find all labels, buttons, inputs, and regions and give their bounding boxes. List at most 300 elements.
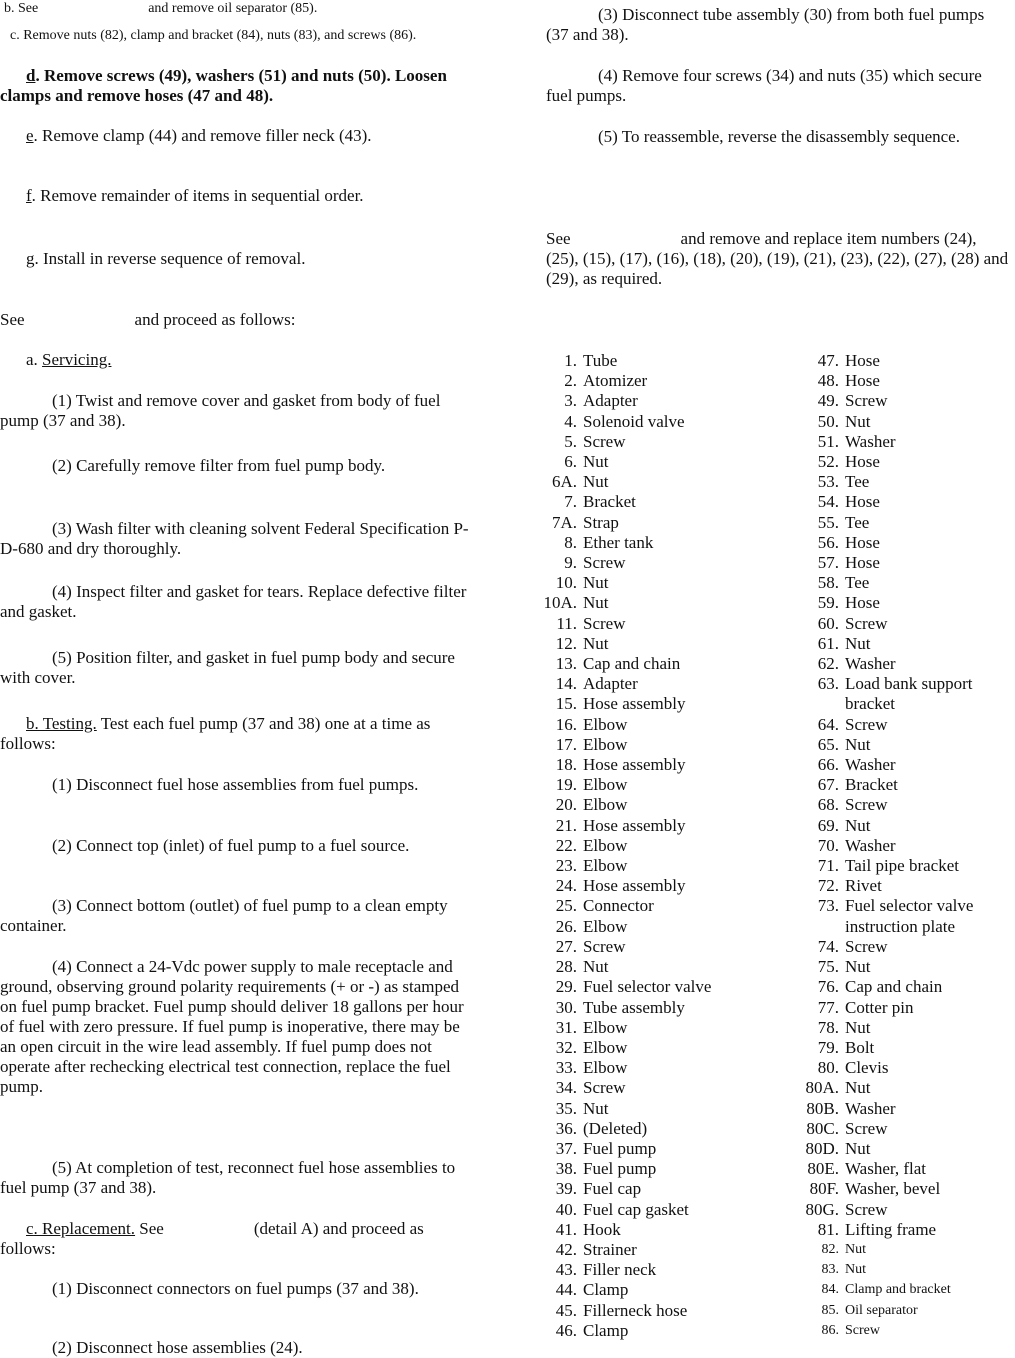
legend-item-name: Hose xyxy=(845,371,880,391)
legend-item-name: Oil separator xyxy=(845,1302,918,1318)
step-e-text: . Remove clamp (44) and remove filler neck (43). xyxy=(33,126,372,145)
legend-item-number: 46. xyxy=(555,1320,577,1340)
step-d-remove-screws xyxy=(0,66,480,106)
testing-intro: Test each fuel pump (37 and 38) one at a time as follows: xyxy=(0,714,431,753)
legend-item-name: Fuel cap xyxy=(583,1179,642,1199)
legend-item xyxy=(789,391,1015,411)
legend-item xyxy=(789,351,1015,371)
legend-item-number: 39. xyxy=(555,1179,577,1199)
legend-item-number: 7A. xyxy=(551,512,577,532)
legend-item-name: Elbow xyxy=(583,1058,628,1078)
legend-item-name: Fuel pump xyxy=(583,1138,657,1158)
legend-item-number: 80G. xyxy=(805,1199,839,1219)
legend-item-name: Nut xyxy=(583,472,609,492)
testing-letter: b xyxy=(26,714,35,733)
legend-item-name: Tee xyxy=(845,512,870,532)
legend-item xyxy=(789,533,1015,553)
legend-item-name: Nut xyxy=(845,734,871,754)
legend-item-name: Elbow xyxy=(583,835,628,855)
legend-item-number: 43. xyxy=(555,1260,577,1280)
legend-item xyxy=(527,836,782,856)
legend-item-name: Hose xyxy=(845,492,880,512)
replacement-step-5: (5) To reassemble, reverse the disassembly sequence. xyxy=(598,127,960,146)
legend-item-name: Nut xyxy=(845,815,871,835)
legend-item-name: Bracket xyxy=(583,492,636,512)
legend-item-number: 14. xyxy=(555,674,577,694)
legend-item xyxy=(527,1260,782,1280)
legend-item-number: 78. xyxy=(817,1017,839,1037)
legend-item-name: Adapter xyxy=(583,391,638,411)
legend-item-number: 74. xyxy=(817,936,839,956)
legend-item-number: 13. xyxy=(555,654,577,674)
legend-item xyxy=(527,816,782,836)
legend-item-number: 8. xyxy=(564,532,577,552)
testing-step-4: (4) Connect a 24-Vdc power supply to male receptacle and ground, observing ground polarity requirements (+ or -) as stamped on fuel pump bracket. Fuel pump should deliver 18 gallons per hour of fuel with zero pressure. If fuel pump is inoperative, there may be an open circuit in the wire lead assembly. If fuel pump does not operate after rechecking electrical test connection, replace the fuel pump. xyxy=(0,957,464,1096)
legend-item xyxy=(789,876,1015,896)
legend-item-number: 2. xyxy=(564,371,577,391)
legend-item xyxy=(789,1078,1015,1098)
legend-item-number: 82. xyxy=(821,1241,839,1257)
legend-item xyxy=(527,634,782,654)
legend-item xyxy=(789,1038,1015,1058)
legend-item-name: Hose assembly xyxy=(583,755,686,775)
legend-item-name: Clamp and bracket xyxy=(845,1282,951,1298)
legend-item-name: Nut xyxy=(845,1262,866,1278)
legend-item-number: 66. xyxy=(817,755,839,775)
legend-item-number: 67. xyxy=(817,775,839,795)
legend-item xyxy=(789,816,1015,836)
step-f-remove-remainder xyxy=(0,186,480,206)
legend-item-name: Hose assembly xyxy=(583,815,686,835)
legend-item-name: Elbow xyxy=(583,714,628,734)
replacement-letter: c xyxy=(26,1219,34,1238)
legend-item xyxy=(789,1139,1015,1159)
step-b-text: and remove oil separator (85). xyxy=(148,1,318,16)
legend-item-name: Rivet xyxy=(845,876,882,896)
legend-item-number: 64. xyxy=(817,714,839,734)
legend-item-number: 6. xyxy=(564,452,577,472)
legend-item-name: Cap and chain xyxy=(583,654,681,674)
legend-item xyxy=(789,1179,1015,1199)
legend-item xyxy=(527,654,782,674)
legend-item-name: Nut xyxy=(845,957,871,977)
legend-item-name: Load bank support bracket xyxy=(845,674,973,714)
legend-item xyxy=(789,1301,1015,1321)
legend-item xyxy=(527,795,782,815)
legend-item-name: Screw xyxy=(845,613,888,633)
see-remove-replace-items xyxy=(546,229,1011,289)
legend-item-number: 69. xyxy=(817,815,839,835)
legend-item-number: 49. xyxy=(817,391,839,411)
legend-item-name: Nut xyxy=(583,1098,609,1118)
legend-item xyxy=(527,1220,782,1240)
testing-heading xyxy=(0,714,480,754)
see-para-text: and remove and replace item numbers (24), (25), (15), (17), (16), (18), (20), (19), (21), (23), (22), (27), (28) and (29), as required. xyxy=(546,229,1009,288)
legend-item xyxy=(527,1018,782,1038)
legend-item-number: 53. xyxy=(817,472,839,492)
legend-item-name: Fuel selector valve xyxy=(583,977,712,997)
legend-item-number: 84. xyxy=(821,1282,839,1298)
legend-item-name: Hose xyxy=(845,593,880,613)
legend-item-name: Clevis xyxy=(845,1058,889,1078)
legend-item xyxy=(789,654,1015,674)
legend-item xyxy=(789,1200,1015,1220)
legend-item xyxy=(789,998,1015,1018)
step-e-letter: e xyxy=(26,126,34,145)
legend-item xyxy=(527,1179,782,1199)
legend-item-name: Hook xyxy=(583,1219,621,1239)
legend-item xyxy=(527,715,782,735)
legend-item xyxy=(789,836,1015,856)
servicing-step-4: (4) Inspect filter and gasket for tears. Replace defective filter and gasket. xyxy=(0,582,467,621)
see-intro-text: and proceed as follows: xyxy=(134,310,296,329)
legend-item-number: 57. xyxy=(817,553,839,573)
see-intro-label: See xyxy=(0,310,25,329)
legend-item xyxy=(527,1280,782,1300)
legend-column-1 xyxy=(527,351,782,1341)
legend-item-number: 32. xyxy=(555,1037,577,1057)
legend-item-number: 17. xyxy=(555,734,577,754)
legend-item-name: Ether tank xyxy=(583,532,654,552)
legend-item xyxy=(789,1119,1015,1139)
legend-item xyxy=(789,674,1015,714)
legend-item xyxy=(789,856,1015,876)
legend-item-number: 80D. xyxy=(805,1138,839,1158)
legend-item-name: Washer xyxy=(845,835,896,855)
legend-item-name: Lifting frame xyxy=(845,1219,937,1239)
legend-item-number: 29. xyxy=(555,977,577,997)
legend-item-number: 72. xyxy=(817,876,839,896)
legend-item-number: 20. xyxy=(555,795,577,815)
legend-item-name: Screw xyxy=(845,1118,888,1138)
legend-item-name: Fuel pump xyxy=(583,1159,657,1179)
legend-item xyxy=(527,452,782,472)
legend-item xyxy=(527,1119,782,1139)
legend-item xyxy=(527,1139,782,1159)
legend-item xyxy=(789,1321,1015,1341)
legend-item-name: Tee xyxy=(845,573,870,593)
replacement-step-4: (4) Remove four screws (34) and nuts (35) which secure fuel pumps. xyxy=(546,66,982,105)
legend-item xyxy=(527,614,782,634)
legend-item-name: Fuel cap gasket xyxy=(583,1199,689,1219)
legend-item-name: Nut xyxy=(845,411,871,431)
legend-item xyxy=(527,391,782,411)
legend-item-number: 81. xyxy=(817,1219,839,1239)
legend-item-name: Hose xyxy=(845,553,880,573)
legend-item-number: 34. xyxy=(555,1078,577,1098)
legend-item-name: Screw xyxy=(583,936,626,956)
legend-item-name: Atomizer xyxy=(583,371,648,391)
replacement-rest: and proceed as follows: xyxy=(0,1219,424,1258)
servicing-heading xyxy=(0,350,480,370)
legend-item-number: 5. xyxy=(564,431,577,451)
legend-item xyxy=(527,674,782,694)
legend-item-name: Hose assembly xyxy=(583,876,686,896)
legend-item-name: (Deleted) xyxy=(583,1118,648,1138)
legend-item xyxy=(789,492,1015,512)
legend-item-number: 15. xyxy=(555,694,577,714)
legend-item-number: 80F. xyxy=(809,1179,839,1199)
legend-item xyxy=(527,896,782,916)
legend-item xyxy=(789,472,1015,492)
legend-item-number: 86. xyxy=(821,1322,839,1338)
legend-item xyxy=(789,896,1015,936)
legend-item-name: Fillerneck hose xyxy=(583,1300,688,1320)
legend-item xyxy=(527,492,782,512)
legend-item xyxy=(789,553,1015,573)
legend-item xyxy=(789,957,1015,977)
legend-item xyxy=(527,957,782,977)
legend-item xyxy=(527,856,782,876)
step-b-remove-oil-separator xyxy=(4,0,480,17)
replacement-step-3: (3) Disconnect tube assembly (30) from both fuel pumps (37 and 38). xyxy=(546,5,985,44)
legend-item-number: 21. xyxy=(555,815,577,835)
step-f-letter: f xyxy=(26,186,32,205)
legend-item-number: 11. xyxy=(556,613,577,633)
legend-item xyxy=(789,1260,1015,1280)
legend-item xyxy=(527,694,782,714)
legend-item-number: 24. xyxy=(555,876,577,896)
legend-item-name: Strap xyxy=(583,512,619,532)
legend-item-number: 35. xyxy=(555,1098,577,1118)
legend-item-name: Screw xyxy=(583,553,626,573)
legend-item-name: Nut xyxy=(583,452,609,472)
legend-item xyxy=(789,715,1015,735)
legend-item xyxy=(527,755,782,775)
legend-item xyxy=(789,755,1015,775)
legend-item-number: 22. xyxy=(555,835,577,855)
legend-item-number: 33. xyxy=(555,1058,577,1078)
servicing-letter: a. xyxy=(26,350,38,369)
legend-item-name: Cotter pin xyxy=(845,997,914,1017)
legend-item-name: Nut xyxy=(845,1138,871,1158)
replacement-title: . Replacement. xyxy=(33,1219,136,1238)
legend-item xyxy=(527,1321,782,1341)
legend-item-number: 71. xyxy=(817,856,839,876)
legend-item xyxy=(527,412,782,432)
legend-item-name: Screw xyxy=(845,1199,888,1219)
legend-item xyxy=(789,412,1015,432)
legend-item-name: Cap and chain xyxy=(845,977,943,997)
legend-item-number: 45. xyxy=(555,1300,577,1320)
legend-item-number: 80C. xyxy=(806,1118,839,1138)
legend-item-name: Elbow xyxy=(583,916,628,936)
legend-item-number: 42. xyxy=(555,1239,577,1259)
legend-item xyxy=(527,573,782,593)
legend-item xyxy=(789,1220,1015,1240)
legend-item-number: 85. xyxy=(821,1302,839,1318)
legend-item-name: Screw xyxy=(583,431,626,451)
legend-item-number: 80. xyxy=(817,1058,839,1078)
legend-item xyxy=(527,917,782,937)
legend-item-number: 54. xyxy=(817,492,839,512)
testing-step-5: (5) At completion of test, reconnect fuel hose assemblies to fuel pump (37 and 38). xyxy=(0,1158,456,1197)
legend-item xyxy=(789,573,1015,593)
legend-item xyxy=(527,371,782,391)
legend-item-number: 4. xyxy=(564,411,577,431)
step-c-remove-nuts: c. Remove nuts (82), clamp and bracket (84), nuts (83), and screws (86). xyxy=(10,28,417,43)
legend-item-number: 6A. xyxy=(551,472,577,492)
legend-item-name: Nut xyxy=(845,633,871,653)
legend-item xyxy=(789,1240,1015,1260)
step-f-text: . Remove remainder of items in sequential order. xyxy=(31,186,364,205)
legend-item xyxy=(527,977,782,997)
legend-item-name: Elbow xyxy=(583,795,628,815)
legend-item xyxy=(789,593,1015,613)
legend-item-number: 75. xyxy=(817,957,839,977)
legend-item-number: 31. xyxy=(555,1017,577,1037)
legend-item-number: 61. xyxy=(817,633,839,653)
legend-item-number: 80A. xyxy=(805,1078,839,1098)
legend-item-number: 26. xyxy=(555,916,577,936)
legend-item-number: 3. xyxy=(564,391,577,411)
legend-item xyxy=(789,1058,1015,1078)
step-b-label: b. See xyxy=(4,1,39,16)
legend-item xyxy=(527,1058,782,1078)
legend-item-name: Elbow xyxy=(583,734,628,754)
legend-item xyxy=(789,513,1015,533)
legend-item-number: 65. xyxy=(817,734,839,754)
legend-item xyxy=(527,553,782,573)
step-g-letter: g xyxy=(26,249,35,268)
legend-item-name: Tail pipe bracket xyxy=(845,856,959,876)
legend-item-name: Hose xyxy=(845,452,880,472)
legend-item-number: 37. xyxy=(555,1138,577,1158)
legend-item-number: 30. xyxy=(555,997,577,1017)
legend-item xyxy=(527,1078,782,1098)
servicing-step-5: (5) Position filter, and gasket in fuel pump body and secure with cover. xyxy=(0,648,455,687)
replacement-see: See xyxy=(139,1219,164,1238)
legend-item-number: 47. xyxy=(817,351,839,370)
legend-item-number: 16. xyxy=(555,714,577,734)
legend-item xyxy=(527,472,782,492)
legend-item-name: Screw xyxy=(845,714,888,734)
servicing-title: Servicing. xyxy=(42,350,112,369)
legend-item-number: 70. xyxy=(817,835,839,855)
legend-item-number: 80E. xyxy=(807,1159,839,1179)
legend-item xyxy=(789,937,1015,957)
legend-item xyxy=(527,1301,782,1321)
legend-item-name: Adapter xyxy=(583,674,638,694)
legend-item-name: Filler neck xyxy=(583,1260,657,1280)
legend-item-name: Tee xyxy=(845,472,870,492)
legend-item-name: Nut xyxy=(583,593,609,613)
legend-item xyxy=(527,1159,782,1179)
legend-column-2 xyxy=(789,351,1015,1341)
see-para-label: See xyxy=(546,229,571,248)
legend-item-number: 51. xyxy=(817,431,839,451)
see-proceed-intro xyxy=(0,310,480,330)
legend-item-number: 55. xyxy=(817,512,839,532)
legend-item-name: Screw xyxy=(583,1078,626,1098)
legend-item-number: 7. xyxy=(564,492,577,512)
legend-item-name: Elbow xyxy=(583,1037,628,1057)
step-g-text: . Install in reverse sequence of removal. xyxy=(34,249,306,268)
legend-item-number: 56. xyxy=(817,532,839,552)
legend-item xyxy=(527,533,782,553)
legend-item-name: Nut xyxy=(845,1241,866,1257)
legend-item-name: Screw xyxy=(845,1322,880,1338)
legend-item-name: Nut xyxy=(583,633,609,653)
parts-legend xyxy=(527,351,1015,1351)
legend-item-name: Nut xyxy=(845,1017,871,1037)
legend-item-name: Fuel selector valve instruction plate xyxy=(845,896,974,936)
legend-item xyxy=(527,775,782,795)
legend-item-name: Hose xyxy=(845,532,880,552)
legend-item-number: 62. xyxy=(817,654,839,674)
legend-item-number: 1. xyxy=(564,351,577,370)
legend-item xyxy=(527,351,782,371)
legend-item-name: Clamp xyxy=(583,1280,629,1300)
legend-item xyxy=(527,1240,782,1260)
legend-item-number: 41. xyxy=(555,1219,577,1239)
legend-item-number: 23. xyxy=(555,856,577,876)
servicing-step-1: (1) Twist and remove cover and gasket from body of fuel pump (37 and 38). xyxy=(0,391,441,430)
legend-item-number: 40. xyxy=(555,1199,577,1219)
legend-item-name: Screw xyxy=(583,613,626,633)
legend-item-number: 77. xyxy=(817,997,839,1017)
legend-item-number: 27. xyxy=(555,936,577,956)
legend-item xyxy=(527,593,782,613)
legend-item-number: 38. xyxy=(555,1159,577,1179)
replacement-step-1: (1) Disconnect connectors on fuel pumps (37 and 38). xyxy=(52,1279,419,1298)
legend-item-number: 10A. xyxy=(543,593,577,613)
legend-item-number: 48. xyxy=(817,371,839,391)
legend-item-name: Tube xyxy=(583,351,618,370)
legend-item xyxy=(789,432,1015,452)
testing-title: . Testing. xyxy=(34,714,97,733)
legend-item-number: 83. xyxy=(821,1262,839,1278)
legend-item-number: 12. xyxy=(555,633,577,653)
legend-item-number: 76. xyxy=(817,977,839,997)
legend-item-number: 59. xyxy=(817,593,839,613)
legend-item xyxy=(789,614,1015,634)
legend-item-number: 25. xyxy=(555,896,577,916)
legend-item xyxy=(527,513,782,533)
replacement-step-2: (2) Disconnect hose assemblies (24). xyxy=(52,1338,303,1357)
legend-item-number: 18. xyxy=(555,755,577,775)
legend-item-number: 63. xyxy=(817,674,839,694)
legend-item xyxy=(527,1038,782,1058)
legend-item xyxy=(789,775,1015,795)
legend-item-name: Screw xyxy=(845,391,888,411)
step-e-remove-clamp xyxy=(0,126,480,146)
legend-item-name: Elbow xyxy=(583,856,628,876)
legend-item-name: Strainer xyxy=(583,1239,637,1259)
testing-step-3: (3) Connect bottom (outlet) of fuel pump to a clean empty container. xyxy=(0,896,448,935)
legend-item xyxy=(789,452,1015,472)
legend-item-name: Connector xyxy=(583,896,654,916)
legend-item-name: Hose assembly xyxy=(583,694,686,714)
legend-item-name: Washer xyxy=(845,431,896,451)
legend-item-number: 52. xyxy=(817,452,839,472)
legend-item-number: 9. xyxy=(564,553,577,573)
legend-item-name: Washer, bevel xyxy=(845,1179,941,1199)
legend-item xyxy=(789,1018,1015,1038)
legend-item-number: 79. xyxy=(817,1037,839,1057)
legend-item-number: 44. xyxy=(555,1280,577,1300)
step-d-letter: d xyxy=(26,66,36,85)
legend-item xyxy=(527,735,782,755)
legend-item xyxy=(527,1099,782,1119)
legend-item-number: 10. xyxy=(555,573,577,593)
legend-item-name: Elbow xyxy=(583,775,628,795)
legend-item-name: Hose xyxy=(845,351,880,370)
replacement-heading xyxy=(0,1219,480,1259)
legend-item xyxy=(789,977,1015,997)
legend-item-name: Bracket xyxy=(845,775,898,795)
legend-item xyxy=(527,937,782,957)
